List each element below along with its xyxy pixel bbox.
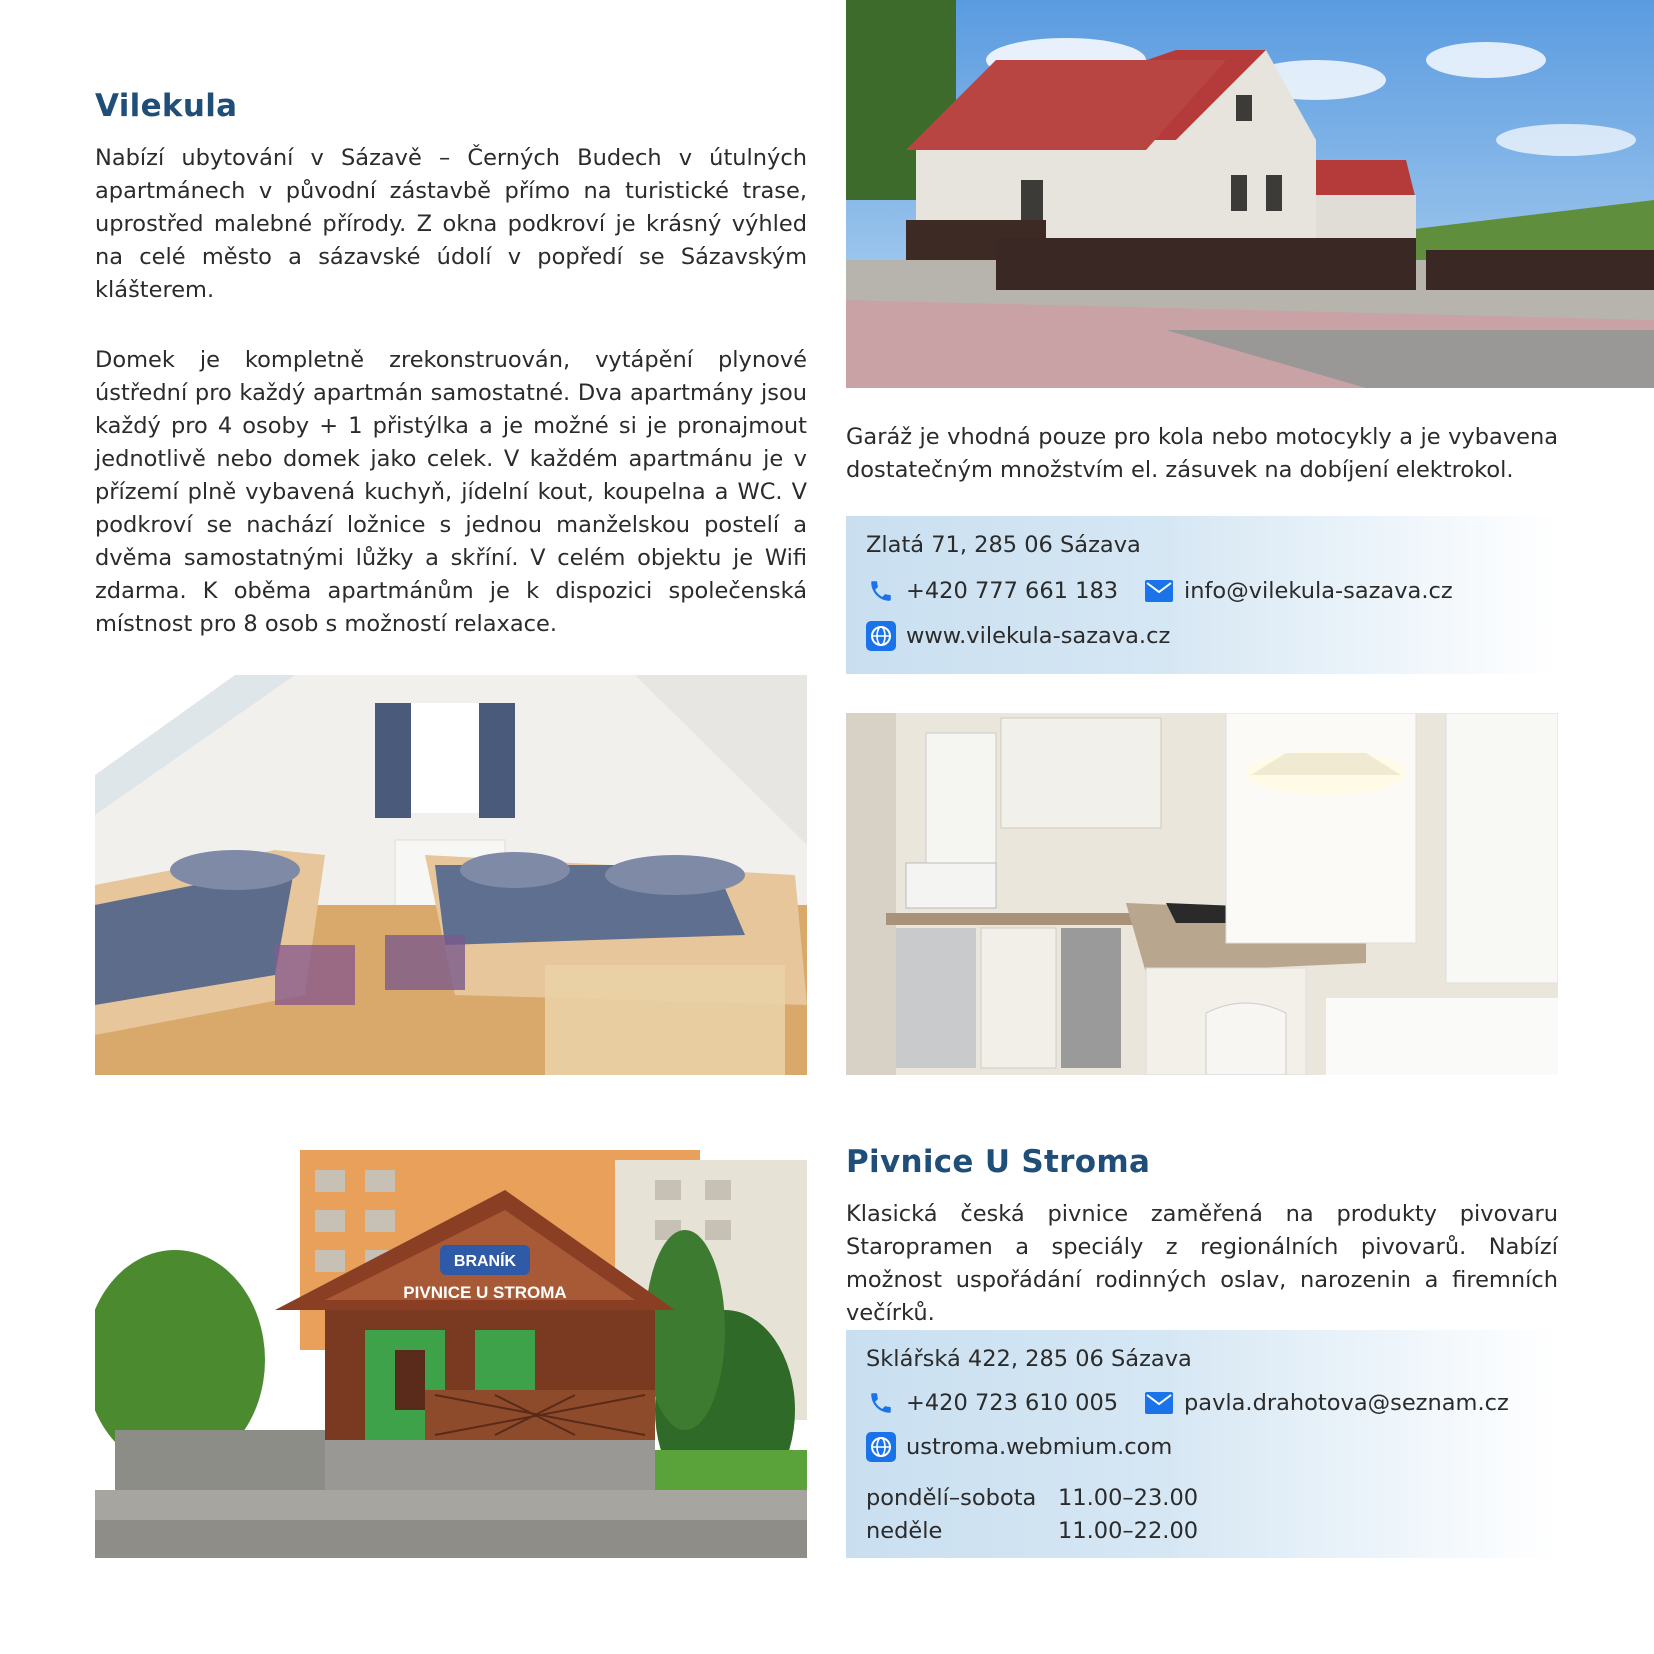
globe-icon (866, 1432, 896, 1462)
vilekula-kitchen-photo (846, 713, 1558, 1075)
vilekula-address (866, 532, 1141, 558)
pivnice-web-text[interactable]: ustroma.webmium.com (906, 1434, 1173, 1460)
envelope-icon (1144, 576, 1174, 606)
pivnice-web[interactable] (866, 1432, 1172, 1462)
pivnice-opening-hours (866, 1482, 1198, 1548)
vilekula-phone-text[interactable]: +420 777 661 183 (906, 578, 1119, 604)
hours-days: neděle (866, 1518, 943, 1544)
vilekula-email-text[interactable]: info@vilekula-sazava.cz (1184, 578, 1453, 604)
hours-days: pondělí–sobota (866, 1485, 1037, 1511)
phone-icon (866, 1388, 896, 1418)
pivnice-contact-box (846, 1330, 1558, 1558)
pivnice-address (866, 1346, 1192, 1372)
vilekula-paragraph-1: Nabízí ubytování v Sázavě – Černých Budech v útulných apartmánech v původní zástavbě přímo na turistické trase, uprostřed malebné přírody. Z okna podkroví je krásný výhled na celé město a sázavské údolí v popředí se Sázavským klášterem. (95, 145, 807, 303)
vilekula-email[interactable] (1144, 576, 1453, 606)
hours-row (866, 1482, 1198, 1515)
pub-sign-name: PIVNICE U STROMA (403, 1283, 567, 1302)
pivnice-photo (95, 1150, 807, 1558)
pivnice-phone[interactable] (866, 1388, 1118, 1418)
vilekula-bedroom-photo (95, 675, 807, 1075)
hours-time: 11.00–23.00 (1058, 1485, 1199, 1511)
globe-icon (866, 621, 896, 651)
pivnice-phone-text[interactable]: +420 723 610 005 (906, 1390, 1119, 1416)
vilekula-title: Vilekula (95, 88, 238, 124)
pivnice-paragraph: Klasická česká pivnice zaměřená na produkty pivovaru Staropramen a speciály z regionálních pivovarů. Nabízí možnost uspořádání rodinných oslav, narozenin a firemních večírků. (846, 1201, 1558, 1326)
hours-time: 11.00–22.00 (1058, 1518, 1199, 1544)
vilekula-web-text[interactable]: www.vilekula-sazava.cz (906, 623, 1171, 649)
vilekula-garage-note: Garáž je vhodná pouze pro kola nebo motocykly a je vybavena dostatečným množstvím el. zásuvek na dobíjení elektrokol. (846, 424, 1558, 483)
vilekula-house-photo (846, 0, 1654, 388)
pivnice-email[interactable] (1144, 1388, 1509, 1418)
vilekula-paragraph-2: Domek je kompletně zrekonstruován, vytápění plynové ústřední pro každý apartmán samostatné. Dva apartmány jsou každý pro 4 osoby + 1 přistýlka a je možné si je pronajmout jednotlivě nebo domek jako celek. V každém apartmánu je v přízemí plně vybavená kuchyň, jídelní kout, koupelna a WC. V podkroví se nachází ložnice s jednou manželskou postelí a dvěma samostatnými lůžky a skříní. V celém objektu je Wifi zdarma. K oběma apartmánům je k dispozici společenská místnost pro 8 osob s možností relaxace. (95, 347, 807, 637)
pivnice-address-text: Sklářská 422, 285 06 Sázava (866, 1346, 1192, 1372)
vilekula-phone[interactable] (866, 576, 1118, 606)
hours-row (866, 1515, 1198, 1548)
vilekula-address-text: Zlatá 71, 285 06 Sázava (866, 532, 1141, 558)
pivnice-email-text[interactable]: pavla.drahotova@seznam.cz (1184, 1390, 1509, 1416)
phone-icon (866, 576, 896, 606)
vilekula-web[interactable] (866, 621, 1170, 651)
pivnice-title: Pivnice U Stroma (846, 1144, 1151, 1180)
vilekula-contact-box (846, 516, 1558, 674)
envelope-icon (1144, 1388, 1174, 1418)
pub-sign-brand: BRANÍK (453, 1253, 517, 1270)
